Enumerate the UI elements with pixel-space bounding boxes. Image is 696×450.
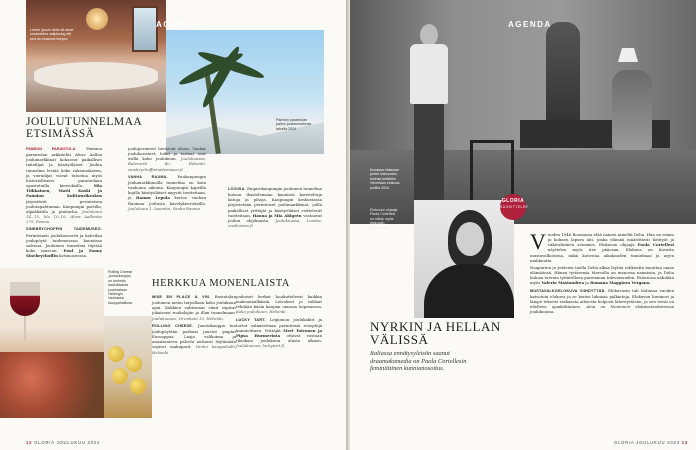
right-page	[350, 0, 696, 450]
article-column-1: PAIMION PARANTOLA. Paimion parantolan arkkitehti Alvar Aallon joulumarkkinat kokoavat paikalliset taiteilijat ja käsityöläiset. Joulun tunnelma leviää koko rakennukseen, ja vierailijat voivat tutustua myös historialliseen parantolaan opastetuilla kierroksilla. Mia Tiikkainen, Matti Koski ja Paimion kulttuurikeskus järjestävät perinteisen joulutapahtuman. Kaupungin portilla, alpakkatila ja puutarha. Joulukuun 14.–15. klo 10–16, Alvar Aallontie 275, Paimio. SINEBRYCHOFFIN TAIDEMUSEO. Perinteinen joulukonsertti ja kahvilan joulupöytä taidemuseon kauniissa saleissa. Jouluinen tunnelma täyttää koko museon. Paul ja Fanny Sinebrychoffin kotimuseossa.	[26, 146, 102, 259]
article-body-right: Vuoden 1946 Roomassa elää nainen nimeltä Delia. Hän on vaimo ja kolmen lapsen äiti, jonka elämää määrittävät kotityöt ja väkivaltainen aviomies. Elokuvan ohjaaja Paola Cortellesi näyttelee myös itse pääosaa. Elokuva on kuvattu mustavalkoisena, mikä korostaa aikakauden tunnelmaa ja arjen niukkuutta. Naapurien ja ystävien tuella Delia alkaa löytää rohkeutta muuttaa omaa elämäänsä. Hänen tyttärensä Marcella on menossa naimisiin, ja Delia haluaa turvata tyttärelleen paremman tulevaisuuden. Pääosissa nähdään myös Valerio Mastandrea ja Romana Maggiora Vergano. MUSTAVALKOELOKUVA VIIHDYTTÄÄ. Elokuvasta tuli Italiassa vuoden katsotuin elokuva ja se keräsi lukuisia palkintoja. Elokuvan huumori ja lämpö tekevät raskaasta aiheesta helposti lähestyttävän, ja sen viesti on edelleen ajankohtainen. Aina on huominen elokuvateattereissa joulukuussa.	[530, 229, 675, 315]
fruit-photo	[104, 316, 152, 418]
palm-photo-caption: Paimion parantolan palmu joulutunnelmaa talvella 2024.	[276, 118, 312, 131]
portrait-photo-caption: Elokuvan ohjaaja Paola Cortellesi on nähty myös elokuvan pääosassa.	[370, 208, 398, 230]
article-column-3: LOVIISA. Empirekaupungin jouluinen tunnelma kutsuu ihastelemaan kauniisti koristeltuja katuja ja pihoja. Kaupungin keskustassa järjestetään perinteiset joulumarkkinat, joilla paikalliset yrittäjät ja käsityöläiset esittelevät tuotteitaan. Hanna ja Mia Ahlgrén vastaavat joulun ohjelmasta. Joulukuussa, Loviisa. visitloviisa.fi	[228, 186, 322, 229]
article-column-4: MISE EN PLACE & VIN. Ravintolan jouluinen menu tarjoillaan koko joulukuun ajan. Kokkien valitsemat viinit sopivat jokaiseen ruokalajiin ja illan tunnelmaan. Joulukuussa, Vironkatu 10, Helsinki. ROLLING CHEESE. Juustokauppa tuo joulupöytään parhaat juustot ympäri Eurooppaa. Laaja valikoima ja asiantunteva palvelu auttavat löytämään sopivat makuparit. Vanha kauppahalli, Helsinki.	[152, 294, 237, 355]
headline-joulutunnelmaa: JOULUTUNNELMAA ETSIMÄSSÄ	[26, 116, 142, 140]
right-folio: GLORIA JOULUKUU 2024 13	[613, 440, 688, 445]
article-subhead: Italiassa ennätysyleisön saanut draamakomedia on Paola Cortellesin feminiittinen kunnianosoitus.	[370, 350, 467, 373]
wine-photo-caption: Rolling Cheese -juustokauppa on tunnettu laadukkaista juustoistaan Helsingin Vanhassa kauppahallissa.	[108, 270, 133, 305]
headline-nyrkin-ja-hellan: NYRKIN JA HELLAN VÄLISSÄ	[370, 319, 501, 347]
christmas-room-photo	[26, 0, 166, 112]
film-still-photo	[350, 0, 696, 224]
agenda-label: AGENDA	[156, 20, 200, 29]
room-photo-caption: Lorem ipsum dolor sit amet consectetur adipiscing elit sed do eiusmod tempor.	[30, 28, 74, 41]
agenda-label-right: AGENDA	[508, 20, 552, 29]
wine-and-cheese-photo	[0, 268, 104, 418]
film-photo-caption: Kuvassa elokuvan perhe kokoontuu kotinsa keittiöön Venetsian elokuva- juhlilla 2024.	[370, 168, 401, 190]
director-portrait-photo	[414, 200, 514, 318]
gloria-recommends-badge: GLORIA SUOSITTELEE	[500, 194, 526, 220]
left-folio: 12 GLORIA JOULUKUU 2024	[26, 440, 101, 445]
headline-herkkua: HERKKUA MONENLAISTA	[152, 278, 290, 289]
drop-cap: V	[530, 229, 546, 254]
left-page	[0, 0, 346, 450]
article-column-5: jouluiset herkut houkuttelevat kaikkia makeannälkäisiä. Leivokset ja suklaat tehdään käsin kaupan omassa leipomossa. Koko joulukuun, Helsinki. LUCKY TART. Leipomon joulukakut ja tortut valmistetaan perinteisiä reseptejä kunnioittaen. Yrittäjät Meri Toivonen ja Pipsa Hurmerinta ottavat vastaan tilauksia joulukuun alusta alkaen. Joulukuussa, luckytart.fi	[236, 294, 322, 349]
palm-tree-photo	[166, 30, 324, 154]
article-column-2: jouluperinteet heräävät eloon. Vanhat joulukoristeet, leikit ja tarinat ovat esillä koko joulukuun. Joulukuussa, Bulevardi 40, Helsinki. sinebrychoffintaidemuseo.fi VANHA RAUMA. Puukaupungin joulumarkkinoilla tunnelma on kuin vanhoina aikoina. Kaupungin kapeilla kujilla käsityöläiset myyvät tuotteitaan, ja Hannu Lepola kertoo vanhan Rauman joulusta kävelykierroksilla. Joulukuun 1. lauantai, Vanha Rauma.	[128, 146, 206, 211]
